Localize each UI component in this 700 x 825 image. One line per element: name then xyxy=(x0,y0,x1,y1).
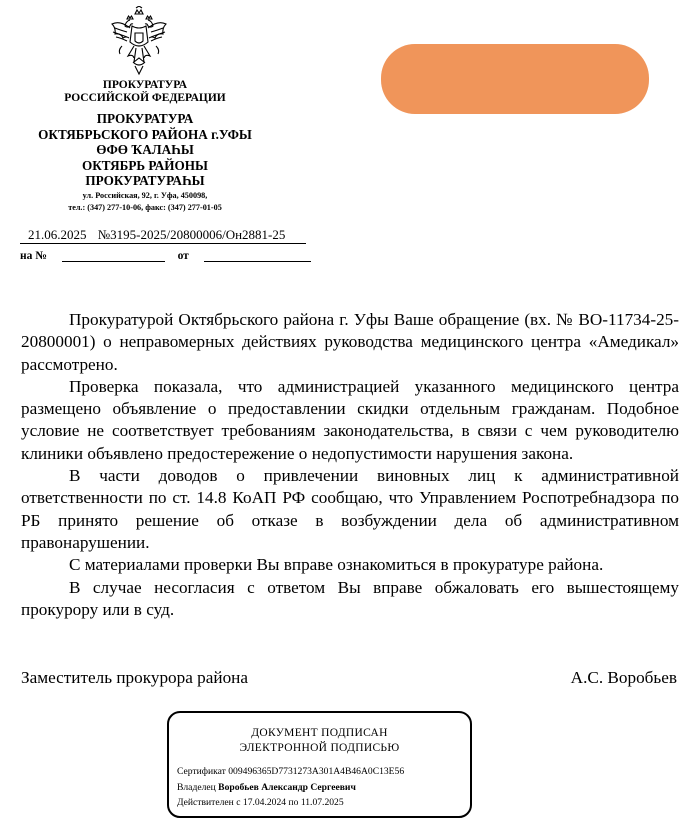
body-paragraph-4: С материалами проверки Вы вправе ознакомиться в прокуратуре района. xyxy=(69,555,604,575)
body-paragraph-2: Проверка показала, что администрацией указанного медицинского центра размещено объявление о предоставлении скидки отдельным гражданам. Подобное условие не соответствует требованиям законодательства, в связи с чем руководителю клиники объявлено предостережение о недопустимости нарушения закона. xyxy=(21,376,679,463)
org-big-line5: ПРОКУРАТУРАҺЫ xyxy=(85,173,205,188)
org-big-line1: ПРОКУРАТУРА xyxy=(96,111,194,126)
electronic-signature-stamp xyxy=(167,711,472,818)
stamp-valid-from: 17.04.2024 xyxy=(242,797,287,808)
letter-body xyxy=(21,309,679,621)
signatory-title: Заместитель прокурора района xyxy=(21,668,248,687)
coat-of-arms-icon xyxy=(108,6,170,78)
signatory-name: А.С. Воробьев xyxy=(570,668,677,687)
stamp-owner-label: Владелец xyxy=(177,782,216,793)
stamp-owner-value: Воробьев Александр Сергеевич xyxy=(218,782,356,793)
registration-line xyxy=(20,227,306,244)
stamp-valid-label: Действителен xyxy=(177,797,234,808)
body-paragraph-1: Прокуратурой Октябрьского района г. Уфы Ваше обращение (вх. № ВО-11734-25-20800001) о неправомерных действиях руководства медицинского центра «Амедикал» рассмотрено. xyxy=(21,310,679,374)
stamp-certificate xyxy=(177,766,404,778)
stamp-cert-label: Сертификат xyxy=(177,766,226,777)
org-small-line1: ПРОКУРАТУРА xyxy=(102,79,188,91)
org-name-big xyxy=(30,111,260,189)
stamp-owner xyxy=(177,782,356,794)
stamp-heading-2: ЭЛЕКТРОННОЙ ПОДПИСЬЮ xyxy=(239,742,400,754)
stamp-valid-to-prefix: по xyxy=(288,797,299,808)
redacted-recipient-area xyxy=(381,44,649,114)
stamp-valid-to: 11.07.2025 xyxy=(300,797,344,808)
org-address: ул. Российская, 92, г. Уфа, 450098, xyxy=(82,191,208,200)
stamp-valid-from-prefix: с xyxy=(236,797,241,808)
org-small-line2: РОССИЙСКОЙ ФЕДЕРАЦИИ xyxy=(64,92,226,104)
org-big-line2: ОКТЯБРЬСКОГО РАЙОНА г.УФЫ xyxy=(38,126,252,142)
stamp-validity xyxy=(177,797,344,809)
org-address-block xyxy=(30,190,260,214)
reference-no-blank xyxy=(62,249,165,262)
body-paragraph-5: В случае несогласия с ответом Вы вправе обжаловать его вышестоящему прокурору или в суд. xyxy=(21,577,679,619)
reference-from-label: от xyxy=(177,250,189,262)
reference-line xyxy=(20,249,311,262)
stamp-heading-1: ДОКУМЕНТ ПОДПИСАН xyxy=(251,727,388,739)
registration-date: 21.06.2025 xyxy=(28,227,87,242)
reference-from-blank xyxy=(204,249,311,262)
org-big-line3: ӨФӨ ҠАЛАҺЫ xyxy=(96,142,194,157)
registration-number: №3195-2025/20800006/Он2881-25 xyxy=(97,227,286,242)
reference-no-label: на № xyxy=(20,250,47,262)
org-phones: тел.: (347) 277-10-06, факс: (347) 277-01-05 xyxy=(68,203,222,212)
body-paragraph-3: В части доводов о привлечении виновных лиц к административной ответственности по ст. 14.8 КоАП РФ сообщаю, что Управлением Роспотребнадзора по РБ принято решение об отказе в возбуждении дела об административном правонарушении. xyxy=(21,466,679,552)
stamp-cert-value: 009496365D7731273A301A4B46A0C13E56 xyxy=(228,766,405,777)
org-name-small xyxy=(30,79,260,105)
org-big-line4: ОКТЯБРЬ РАЙОНЫ xyxy=(81,157,209,173)
